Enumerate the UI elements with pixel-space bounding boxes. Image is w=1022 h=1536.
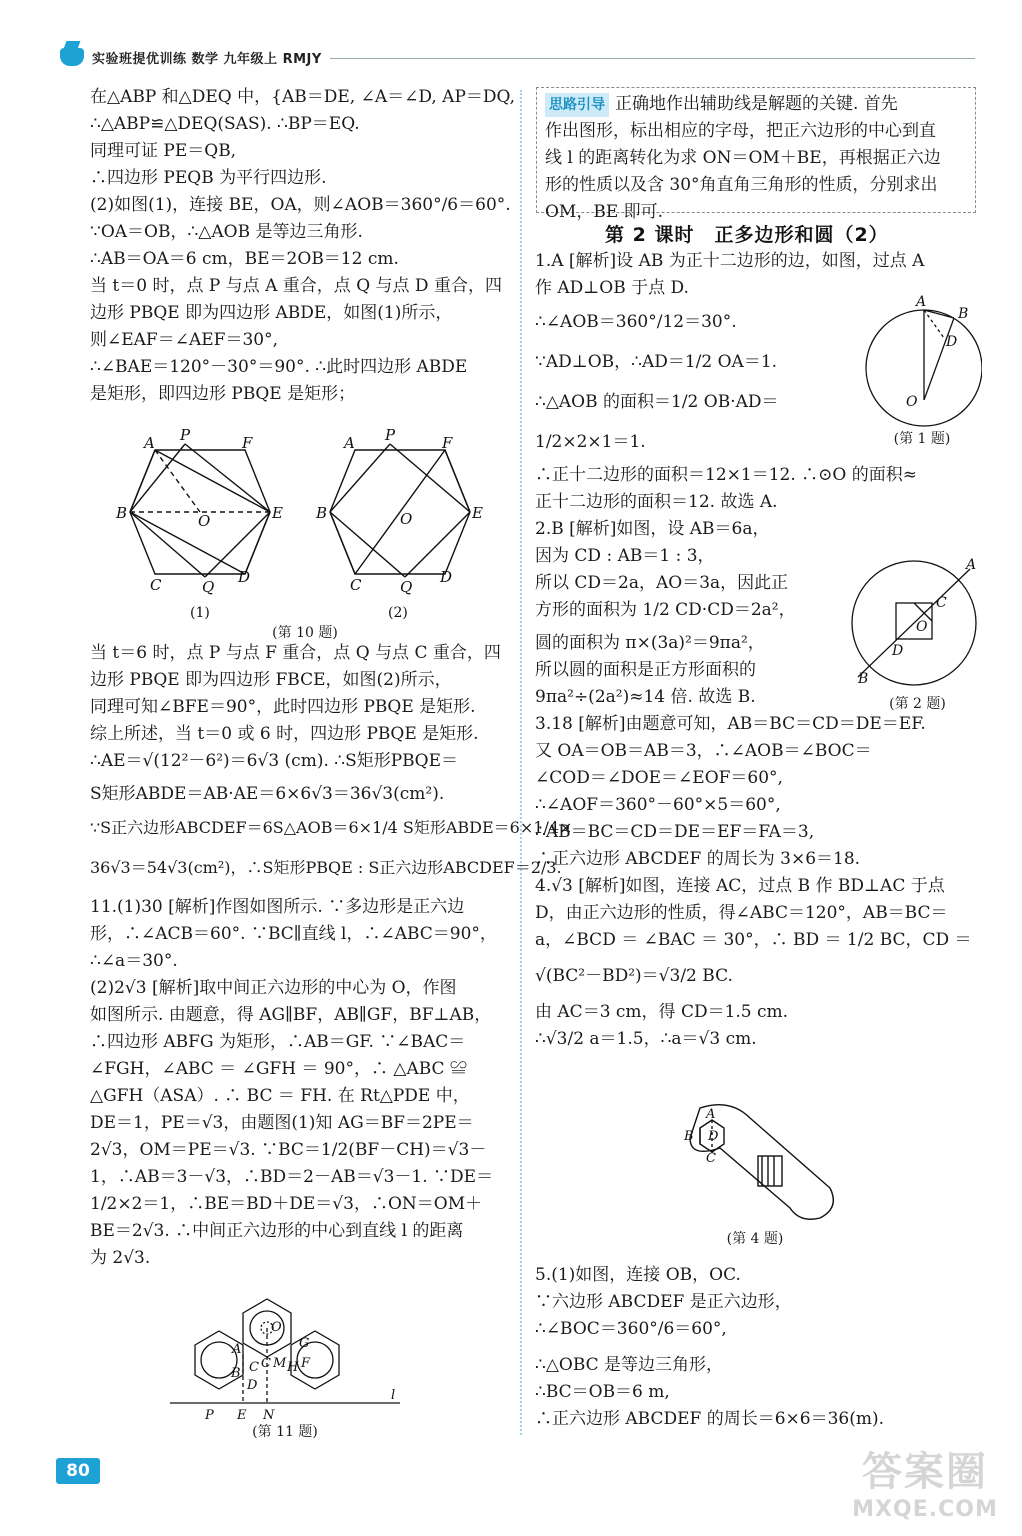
svg-text:N: N — [263, 1408, 275, 1423]
text-line: 11.(1)30 [解析]作图如图所示. ∵多边形是正六边 — [90, 897, 465, 917]
right-column-bottom — [535, 1262, 980, 1433]
text-line: ∴正六边形 ABCDEF 的周长为 3×6＝18. — [535, 849, 861, 869]
text-line: ∴AB＝BC＝CD＝DE＝EF＝FA＝3, — [535, 822, 815, 842]
text-line: 1/2×2×1＝1. — [535, 432, 646, 452]
text-line: (2)2√3 [解析]取中间正六边形的中心为 O，作图 — [90, 978, 457, 998]
book-logo-icon — [60, 48, 84, 66]
figure-10 — [110, 412, 500, 644]
hint-text: OM，BE 即可. — [545, 202, 664, 222]
svg-text:Q: Q — [400, 578, 413, 596]
svg-text:l: l — [391, 1388, 396, 1403]
svg-text:B: B — [231, 1366, 241, 1381]
hint-label: 思路引导 — [545, 93, 609, 117]
svg-text:Q: Q — [202, 578, 215, 596]
text-line: 圆的面积为 π×(3a)²＝9πa²， — [535, 633, 765, 653]
text-line: 为 2√3. — [90, 1248, 151, 1268]
text-line: 边形 PBQE 即为四边形 FBCE，如图(2)所示， — [90, 670, 452, 690]
text-line: ∴AB＝OA＝6 cm，BE＝2OB＝12 cm. — [90, 249, 399, 269]
text-line: 由 AC＝3 cm，得 CD＝1.5 cm. — [535, 1002, 789, 1022]
text-line: BE＝2√3. ∴中间正六边形的中心到直线 l 的距离 — [90, 1221, 464, 1241]
svg-text:C: C — [249, 1360, 259, 1375]
text-line: 同理可证 PE＝QB, — [90, 141, 237, 161]
svg-text:F: F — [442, 434, 453, 452]
svg-text:A: A — [144, 434, 155, 452]
figure-10-sub-1: (1) — [190, 605, 210, 621]
figure-2-circle — [850, 555, 985, 695]
hint-text: 正确地作出辅助线是解题的关键. 首先 — [615, 94, 898, 114]
figure-1-circle — [862, 290, 982, 430]
figure-10-hexagons — [110, 412, 500, 644]
svg-text:C: C — [350, 576, 362, 594]
text-line: 当 t＝0 时，点 P 与点 A 重合，点 Q 与点 D 重合，四 — [90, 276, 502, 296]
svg-text:D: D — [238, 568, 251, 586]
figure-11 — [165, 1295, 405, 1443]
text-line: DE＝1，PE＝√3，由题图(1)知 AG＝BF＝2PE＝ — [90, 1113, 474, 1133]
svg-text:C: C — [261, 1356, 271, 1371]
text-line: 同理可知∠BFE＝90°，此时四边形 PBQE 是矩形. — [90, 697, 476, 717]
text-line: 3.18 [解析]由题意可知，AB＝BC＝CD＝DE＝EF. — [535, 714, 926, 734]
text-line: △GFH（ASA）. ∴ BC ＝ FH. 在 Rt△PDE 中， — [90, 1086, 470, 1106]
text-line: 如图所示. 由题意，得 AG∥BF，AB∥GF，BF⊥AB， — [90, 1005, 492, 1025]
text-line: ∴∠BAE＝120°－30°＝90°. ∴此时四边形 ABDE — [90, 357, 468, 377]
svg-text:B: B — [958, 306, 969, 322]
text-line: D，由正六边形的性质，得∠ABC＝120°，AB＝BC＝ — [535, 903, 948, 923]
svg-text:O: O — [906, 394, 918, 410]
text-line: 所以 CD＝2a，AO＝3a，因此正 — [535, 573, 789, 593]
svg-text:B: B — [858, 671, 869, 687]
text-line: 1.A [解析]设 AB 为正十二边形的边，如图，过点 A — [535, 251, 925, 271]
svg-text:P: P — [205, 1408, 214, 1423]
hint-text: 形的性质以及含 30°角直角三角形的性质，分别求出 — [545, 175, 938, 195]
figure-1 — [862, 290, 982, 450]
svg-text:E: E — [237, 1408, 247, 1423]
figure-1-caption: (第 1 题) — [893, 431, 951, 447]
lesson-title: 第 2 课时 正多边形和圆（2） — [605, 224, 889, 246]
svg-text:G: G — [299, 1336, 310, 1351]
text-line: ∴AE＝√(12²－6²)＝6√3 (cm). ∴S矩形PBQE＝ — [90, 751, 458, 771]
figure-4-wrench — [670, 1098, 840, 1228]
watermark-logo — [840, 1440, 1010, 1530]
svg-text:C: C — [936, 595, 947, 611]
hint-text: 线 l 的距离转化为求 ON＝OM＋BE，再根据正六边 — [545, 148, 941, 168]
text-line: ∴∠AOB＝360°/12＝30°. — [535, 312, 737, 332]
text-line: 作 AD⊥OB 于点 D. — [535, 278, 689, 298]
svg-text:D: D — [247, 1378, 258, 1393]
text-line: 2√3，OM＝PE＝√3. ∵BC＝1/2(BF－CH)＝√3－ — [90, 1140, 487, 1160]
svg-text:B: B — [684, 1129, 694, 1144]
figure-10-sub-2: (2) — [388, 605, 408, 621]
svg-text:E: E — [272, 504, 283, 522]
text-line: 4.√3 [解析]如图，连接 AC，过点 B 作 BD⊥AC 于点 — [535, 876, 945, 896]
svg-text:A: A — [916, 294, 927, 310]
watermark-url: MXQE.COM — [852, 1497, 998, 1522]
text-line: 5.(1)如图，连接 OB，OC. — [535, 1265, 741, 1285]
page-number: 80 — [56, 1458, 100, 1484]
svg-text:E: E — [472, 504, 483, 522]
svg-text:H: H — [287, 1360, 299, 1375]
svg-text:P: P — [180, 426, 191, 444]
figure-4-caption: (第 4 题) — [726, 1231, 784, 1247]
text-line: ∵S正六边形ABCDEF＝6S△AOB＝6×1/4 S矩形ABDE＝6×1/4× — [90, 818, 573, 837]
book-title: 实验班提优训练 数学 九年级上 RMJY — [92, 52, 322, 67]
text-line: ∴BC＝OB＝6 m, — [535, 1382, 670, 1402]
svg-text:C: C — [706, 1151, 716, 1166]
text-line: 因为 CD : AB＝1 : 3， — [535, 546, 715, 566]
hint-text: 作出图形，标出相应的字母，把正六边形的中心到直 — [545, 121, 936, 141]
text-line: ∴正六边形 ABCDEF 的周长＝6×6＝36(m). — [535, 1409, 885, 1429]
figure-10-caption: (第 10 题) — [272, 625, 338, 641]
text-line: ∴√3/2 a＝1.5，∴a＝√3 cm. — [535, 1029, 757, 1049]
watermark-title: 答案圈 — [862, 1449, 988, 1495]
text-line: a，∠BCD ＝ ∠BAC ＝ 30°，∴ BD ＝ 1/2 BC，CD ＝ — [535, 930, 972, 950]
text-line: 36√3＝54√3(cm²)，∴S矩形PBQE : S正六边形ABCDEF＝2/3. — [90, 858, 562, 877]
text-line: S矩形ABDE＝AB·AE＝6×6√3＝36√3(cm²). — [90, 784, 445, 804]
text-line: ∠FGH，∠ABC ＝ ∠GFH ＝ 90°，∴ △ABC ≌ — [90, 1059, 467, 1079]
svg-text:D: D — [708, 1129, 719, 1144]
svg-text:F: F — [242, 434, 253, 452]
text-line: ∴四边形 ABFG 为矩形，∴AB＝GF. ∵∠BAC＝ — [90, 1032, 466, 1052]
figure-2 — [850, 555, 985, 715]
left-column-bottom — [90, 640, 573, 1272]
text-line: 是矩形，即四边形 PBQE 是矩形； — [90, 384, 356, 404]
svg-text:F: F — [301, 1356, 311, 1371]
text-line: 在△ABP 和△DEQ 中，{AB＝DE, ∠A＝∠D, AP＝DQ, — [90, 87, 516, 107]
svg-text:A: A — [344, 434, 355, 452]
text-line: ∴∠BOC＝360°/6＝60°, — [535, 1319, 727, 1339]
text-line: ∴四边形 PEQB 为平行四边形. — [90, 168, 327, 188]
text-line: 方形的面积为 1/2 CD·CD＝2a²， — [535, 600, 796, 620]
svg-text:A: A — [966, 557, 977, 573]
svg-text:A: A — [706, 1107, 716, 1122]
svg-text:O: O — [271, 1320, 282, 1335]
svg-text:B: B — [316, 504, 328, 522]
header-rule — [330, 58, 975, 59]
svg-text:P: P — [385, 426, 396, 444]
text-line: 9πa²÷(2a²)≈14 倍. 故选 B. — [535, 687, 756, 707]
text-line: ∴正十二边形的面积＝12×1＝12. ∴⊙O 的面积≈ — [535, 465, 917, 485]
text-line: ∴△OBC 是等边三角形， — [535, 1355, 724, 1375]
svg-text:A: A — [232, 1342, 242, 1357]
figure-4 — [670, 1098, 840, 1248]
column-divider — [520, 90, 522, 1435]
text-line: ∵六边形 ABCDEF 是正六边形， — [535, 1292, 792, 1312]
svg-text:M: M — [273, 1356, 287, 1371]
text-line: ∴△AOB 的面积＝1/2 OB·AD＝ — [535, 392, 779, 412]
svg-text:B: B — [116, 504, 128, 522]
figure-2-caption: (第 2 题) — [889, 696, 946, 712]
text-line: 1/2×2＝1，∴BE＝BD＋DE＝√3，∴ON＝OM＋ — [90, 1194, 483, 1214]
text-line: 当 t＝6 时，点 P 与点 F 重合，点 Q 与点 C 重合，四 — [90, 643, 501, 663]
text-line: ∴∠a＝30°. — [90, 951, 178, 971]
svg-text:D: D — [946, 334, 958, 350]
text-line: 2.B [解析]如图，设 AB＝6a， — [535, 519, 770, 539]
figure-11-caption: (第 11 题) — [252, 1424, 318, 1440]
text-line: ∵OA＝OB，∴△AOB 是等边三角形. — [90, 222, 363, 242]
text-line: 正十二边形的面积＝12. 故选 A. — [535, 492, 778, 512]
text-line: 形，∴∠ACB＝60°. ∵BC∥直线 l，∴∠ABC＝90°， — [90, 924, 497, 944]
text-line: (2)如图(1)，连接 BE，OA，则∠AOB＝360°/6＝60°. — [90, 195, 511, 215]
text-line: 1，∴AB＝3－√3，∴BD＝2－AB＝√3－1. ∵DE＝ — [90, 1167, 494, 1187]
text-line: 综上所述，当 t＝0 或 6 时，四边形 PBQE 是矩形. — [90, 724, 479, 744]
svg-text:C: C — [150, 576, 162, 594]
text-line: 所以圆的面积是正方形面积的 — [535, 660, 756, 680]
svg-text:O: O — [916, 619, 928, 635]
text-line: ∵AD⊥OB，∴AD＝1/2 OA＝1. — [535, 352, 778, 372]
text-line: ∴△ABP≌△DEQ(SAS). ∴BP＝EQ. — [90, 114, 360, 134]
text-line: 边形 PBQE 即为四边形 ABDE，如图(1)所示， — [90, 303, 453, 323]
left-column-top — [90, 84, 516, 408]
svg-text:O: O — [198, 512, 211, 530]
text-line: ∴∠AOF＝360°－60°×5＝60°, — [535, 795, 781, 815]
svg-text:D: D — [892, 643, 904, 659]
svg-text:D: D — [440, 568, 453, 586]
text-line: √(BC²－BD²)＝√3/2 BC. — [535, 966, 733, 986]
svg-text:O: O — [400, 510, 413, 528]
text-line: ∠COD＝∠DOE＝∠EOF＝60°, — [535, 768, 783, 788]
text-line: 则∠EAF＝∠AEF＝30°, — [90, 330, 278, 350]
hint-box — [536, 87, 976, 222]
text-line: 又 OA＝OB＝AB＝3，∴∠AOB＝∠BOC＝ — [535, 741, 872, 761]
